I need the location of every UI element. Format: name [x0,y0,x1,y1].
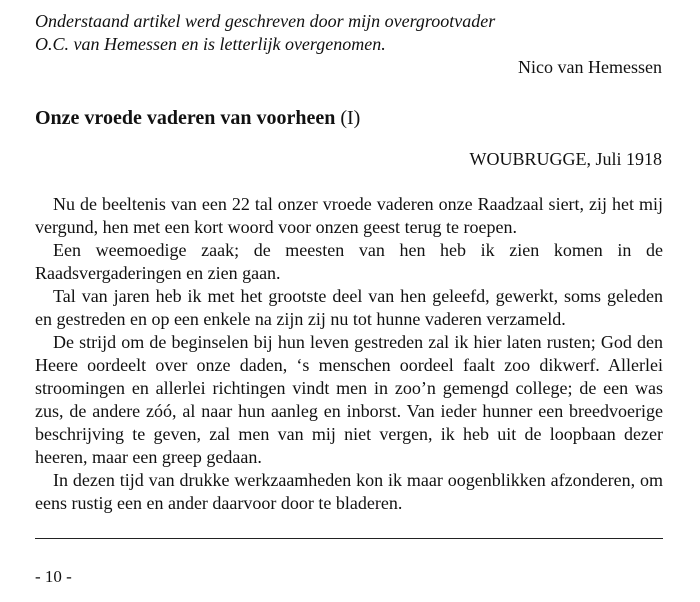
intro-line-1: Onderstaand artikel werd geschreven door mijn overgrootvader [35,11,496,31]
intro-note [35,10,655,56]
footer-divider [35,538,663,539]
intro-author: Nico van Hemessen [518,57,662,77]
paragraph-5: In dezen tijd van drukke werkzaamheden kon ik maar oogenblikken afzonderen, om eens rustig een en ander daarvoor door te bladeren. [35,470,663,513]
article-body [35,193,663,515]
paragraph-2: Een weemoedige zaak; de meesten van hen heb ik zien komen in de Raadsvergaderingen en zien gaan. [35,240,663,283]
paragraph-4: De strijd om de beginselen bij hun leven gestreden zal ik hier laten rusten; God den Heere oordeelt over onze daden, ‘s menschen oordeel faalt zoo dikwerf. Allerlei stroomingen en allerlei richtingen vindt men in zoo’n gemengd college; de een was zus, de andere zóó, al naar hun aanleg en inborst. Van ieder hunner een breedvoerige beschrijving te geven, zal men van mij niet vergen, ik heb uit de loopbaan dezer heeren, maar een greep gedaan. [35,332,663,467]
dateline: WOUBRUGGE, Juli 1918 [469,149,662,169]
paragraph-1: Nu de beeltenis van een 22 tal onzer vroede vaderen onze Raadzaal siert, zij het mij vergund, hen met een kort woord voor onzen geest terug te roepen. [35,194,663,237]
article-title [35,106,360,130]
intro-line-2: O.C. van Hemessen en is letterlijk overgenomen. [35,34,386,54]
article-part-number: (I) [340,107,361,129]
page-number: - 10 - [35,567,72,586]
paragraph-3: Tal van jaren heb ik met het grootste deel van hen geleefd, gewerkt, soms geleden en gestreden en op een enkele na zijn zij nu tot hunne vaderen verzameld. [35,286,663,329]
article-title-text: Onze vroede vaderen van voorheen [35,107,336,129]
